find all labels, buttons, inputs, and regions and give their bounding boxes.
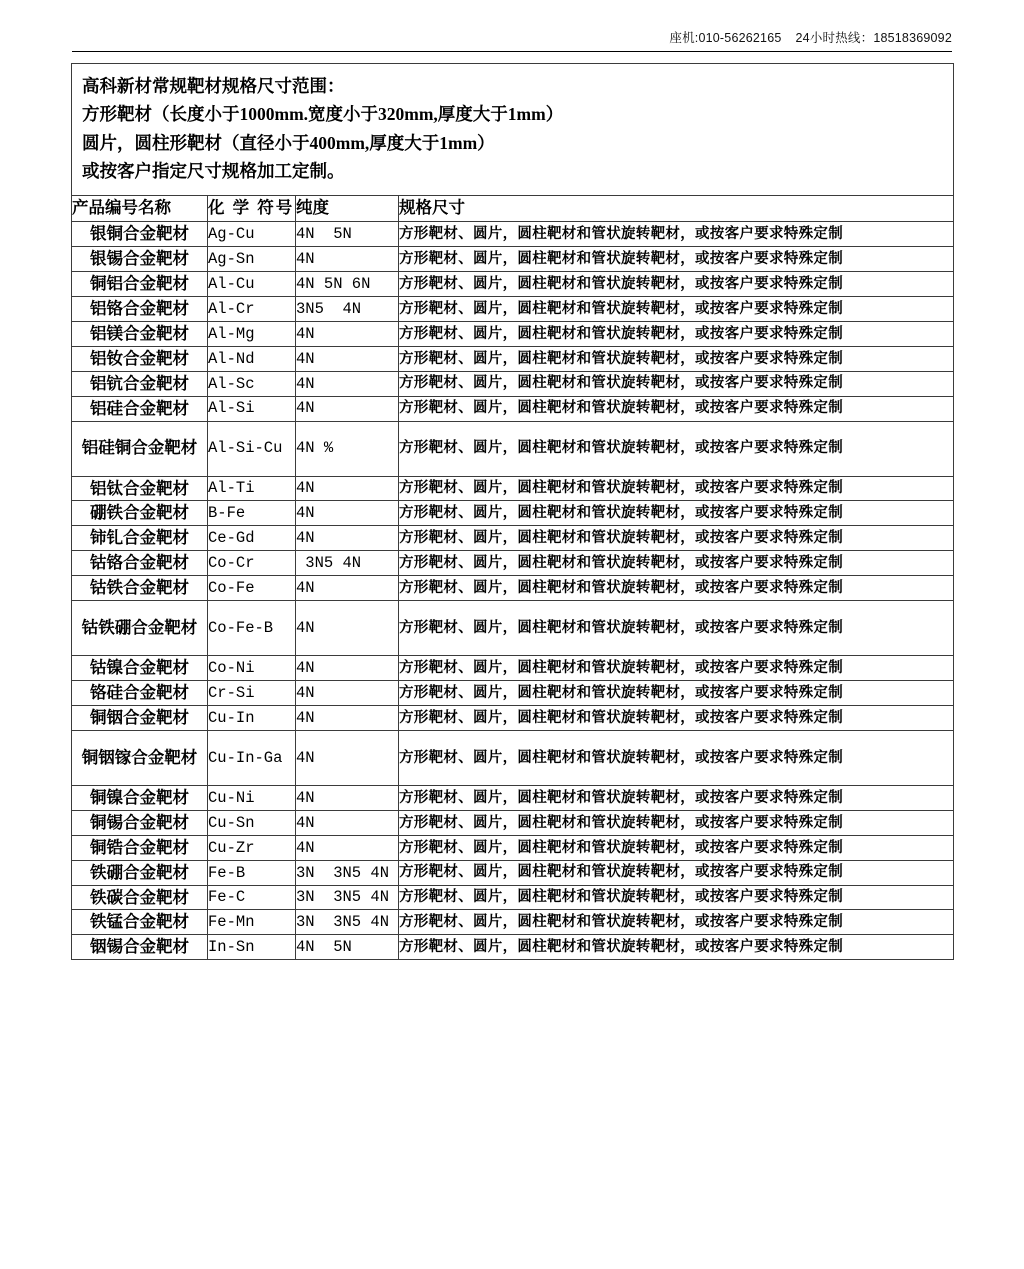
cell-purity: 4N [296, 346, 399, 371]
table-row [72, 321, 954, 346]
column-header-symbol: 化 学 符号 [208, 196, 296, 222]
table-row [72, 476, 954, 501]
cell-purity: 4N [296, 576, 399, 601]
column-header-name: 产品编号名称 [72, 196, 208, 222]
cell-spec-size: 方形靶材、圆片，圆柱靶材和管状旋转靶材，或按客户要求特殊定制 [399, 501, 954, 526]
cell-chemical-symbol: Cu-Ni [208, 785, 296, 810]
cell-spec-size: 方形靶材、圆片，圆柱靶材和管状旋转靶材，或按客户要求特殊定制 [399, 656, 954, 681]
cell-purity: 3N 3N5 4N [296, 910, 399, 935]
cell-chemical-symbol: Al-Si-Cu [208, 421, 296, 476]
cell-purity: 4N 5N [296, 935, 399, 960]
cell-product-name: 铈钆合金靶材 [72, 526, 208, 551]
intro-row [72, 64, 954, 196]
cell-spec-size: 方形靶材、圆片，圆柱靶材和管状旋转靶材，或按客户要求特殊定制 [399, 551, 954, 576]
cell-purity: 4N [296, 601, 399, 656]
cell-spec-size: 方形靶材、圆片，圆柱靶材和管状旋转靶材，或按客户要求特殊定制 [399, 785, 954, 810]
cell-product-name: 钴铁合金靶材 [72, 576, 208, 601]
table-row [72, 551, 954, 576]
cell-product-name: 铝硅铜合金靶材 [72, 421, 208, 476]
cell-spec-size: 方形靶材、圆片，圆柱靶材和管状旋转靶材，或按客户要求特殊定制 [399, 730, 954, 785]
table-row [72, 371, 954, 396]
cell-purity: 4N [296, 835, 399, 860]
cell-purity: 4N [296, 247, 399, 272]
cell-spec-size: 方形靶材、圆片，圆柱靶材和管状旋转靶材，或按客户要求特殊定制 [399, 885, 954, 910]
header-divider [72, 51, 952, 52]
cell-product-name: 铜镍合金靶材 [72, 785, 208, 810]
table-row [72, 885, 954, 910]
cell-product-name: 钴铬合金靶材 [72, 551, 208, 576]
column-header-spec: 规格尺寸 [399, 196, 954, 222]
cell-spec-size: 方形靶材、圆片，圆柱靶材和管状旋转靶材，或按客户要求特殊定制 [399, 681, 954, 706]
cell-chemical-symbol: Al-Si [208, 396, 296, 421]
cell-chemical-symbol: Cu-In-Ga [208, 730, 296, 785]
cell-product-name: 银铜合金靶材 [72, 222, 208, 247]
intro-line-1: 高科新材常规靶材规格尺寸范围： [82, 76, 345, 96]
cell-spec-size: 方形靶材、圆片，圆柱靶材和管状旋转靶材，或按客户要求特殊定制 [399, 476, 954, 501]
cell-spec-size: 方形靶材、圆片，圆柱靶材和管状旋转靶材，或按客户要求特殊定制 [399, 576, 954, 601]
table-row [72, 247, 954, 272]
cell-spec-size: 方形靶材、圆片，圆柱靶材和管状旋转靶材，或按客户要求特殊定制 [399, 526, 954, 551]
cell-spec-size: 方形靶材、圆片，圆柱靶材和管状旋转靶材，或按客户要求特殊定制 [399, 321, 954, 346]
cell-product-name: 硼铁合金靶材 [72, 501, 208, 526]
cell-product-name: 铜锆合金靶材 [72, 835, 208, 860]
cell-product-name: 铟锡合金靶材 [72, 935, 208, 960]
cell-chemical-symbol: Cu-Sn [208, 810, 296, 835]
cell-product-name: 钴铁硼合金靶材 [72, 601, 208, 656]
cell-purity: 4N 5N 6N [296, 271, 399, 296]
table-row [72, 601, 954, 656]
cell-spec-size: 方形靶材、圆片，圆柱靶材和管状旋转靶材，或按客户要求特殊定制 [399, 396, 954, 421]
cell-chemical-symbol: Al-Mg [208, 321, 296, 346]
cell-product-name: 钴镍合金靶材 [72, 656, 208, 681]
cell-chemical-symbol: Co-Fe [208, 576, 296, 601]
cell-spec-size: 方形靶材、圆片，圆柱靶材和管状旋转靶材，或按客户要求特殊定制 [399, 346, 954, 371]
table-row [72, 730, 954, 785]
cell-spec-size: 方形靶材、圆片，圆柱靶材和管状旋转靶材，或按客户要求特殊定制 [399, 835, 954, 860]
cell-chemical-symbol: Cr-Si [208, 681, 296, 706]
table-body [72, 64, 954, 960]
cell-chemical-symbol: Ag-Cu [208, 222, 296, 247]
table-row [72, 296, 954, 321]
cell-product-name: 铜铟镓合金靶材 [72, 730, 208, 785]
intro-line-2: 方形靶材（长度小于1000mm.宽度小于320mm,厚度大于1mm） [82, 104, 564, 125]
table-row [72, 935, 954, 960]
cell-spec-size: 方形靶材、圆片，圆柱靶材和管状旋转靶材，或按客户要求特殊定制 [399, 910, 954, 935]
cell-chemical-symbol: Cu-Zr [208, 835, 296, 860]
cell-chemical-symbol: Al-Cu [208, 271, 296, 296]
column-header-purity: 纯度 [296, 196, 399, 222]
cell-product-name: 铜铟合金靶材 [72, 705, 208, 730]
cell-purity: 4N [296, 476, 399, 501]
cell-product-name: 铁碳合金靶材 [72, 885, 208, 910]
cell-spec-size: 方形靶材、圆片，圆柱靶材和管状旋转靶材，或按客户要求特殊定制 [399, 271, 954, 296]
intro-line-4: 或按客户指定尺寸规格加工定制。 [82, 161, 345, 182]
cell-purity: 3N5 4N [296, 296, 399, 321]
header-landline: 座机:010-56262165 [669, 31, 782, 45]
table-row [72, 910, 954, 935]
cell-spec-size: 方形靶材、圆片，圆柱靶材和管状旋转靶材，或按客户要求特殊定制 [399, 371, 954, 396]
cell-chemical-symbol: Co-Ni [208, 656, 296, 681]
cell-chemical-symbol: Co-Cr [208, 551, 296, 576]
cell-spec-size: 方形靶材、圆片，圆柱靶材和管状旋转靶材，或按客户要求特殊定制 [399, 247, 954, 272]
cell-product-name: 铁锰合金靶材 [72, 910, 208, 935]
cell-chemical-symbol: Ce-Gd [208, 526, 296, 551]
cell-chemical-symbol: Al-Cr [208, 296, 296, 321]
cell-chemical-symbol: Fe-C [208, 885, 296, 910]
table-row [72, 705, 954, 730]
cell-spec-size: 方形靶材、圆片，圆柱靶材和管状旋转靶材，或按客户要求特殊定制 [399, 705, 954, 730]
intro-cell [72, 64, 954, 196]
cell-purity: 3N 3N5 4N [296, 885, 399, 910]
cell-product-name: 铝镁合金靶材 [72, 321, 208, 346]
table-row [72, 271, 954, 296]
cell-product-name: 铝钪合金靶材 [72, 371, 208, 396]
table-row [72, 656, 954, 681]
cell-chemical-symbol: Cu-In [208, 705, 296, 730]
cell-chemical-symbol: Fe-B [208, 860, 296, 885]
table-row [72, 396, 954, 421]
table-header-row [72, 196, 954, 222]
table-row [72, 835, 954, 860]
cell-purity: 4N [296, 501, 399, 526]
cell-spec-size: 方形靶材、圆片，圆柱靶材和管状旋转靶材，或按客户要求特殊定制 [399, 935, 954, 960]
cell-chemical-symbol: Fe-Mn [208, 910, 296, 935]
cell-product-name: 银锡合金靶材 [72, 247, 208, 272]
cell-spec-size: 方形靶材、圆片，圆柱靶材和管状旋转靶材，或按客户要求特殊定制 [399, 601, 954, 656]
intro-line-3: 圆片，圆柱形靶材（直径小于400mm,厚度大于1mm） [82, 132, 495, 153]
table-row [72, 346, 954, 371]
target-material-table [71, 63, 954, 960]
cell-product-name: 铝铬合金靶材 [72, 296, 208, 321]
cell-chemical-symbol: Ag-Sn [208, 247, 296, 272]
cell-purity: 4N [296, 656, 399, 681]
cell-chemical-symbol: Al-Sc [208, 371, 296, 396]
table-row [72, 785, 954, 810]
cell-product-name: 铬硅合金靶材 [72, 681, 208, 706]
table-row [72, 421, 954, 476]
cell-purity: 4N [296, 705, 399, 730]
cell-product-name: 铝钕合金靶材 [72, 346, 208, 371]
table-row [72, 576, 954, 601]
table-row [72, 222, 954, 247]
table-row [72, 810, 954, 835]
table-row [72, 681, 954, 706]
table-row [72, 526, 954, 551]
table-row [72, 860, 954, 885]
cell-purity: 4N [296, 321, 399, 346]
cell-purity: 4N [296, 371, 399, 396]
header-hotline: 24小时热线：18518369092 [795, 31, 952, 45]
cell-purity: 4N [296, 526, 399, 551]
cell-purity: 4N 5N [296, 222, 399, 247]
cell-purity: 4N [296, 730, 399, 785]
table-row [72, 501, 954, 526]
cell-spec-size: 方形靶材、圆片，圆柱靶材和管状旋转靶材，或按客户要求特殊定制 [399, 860, 954, 885]
cell-product-name: 铝钛合金靶材 [72, 476, 208, 501]
cell-spec-size: 方形靶材、圆片，圆柱靶材和管状旋转靶材，或按客户要求特殊定制 [399, 421, 954, 476]
cell-spec-size: 方形靶材、圆片，圆柱靶材和管状旋转靶材，或按客户要求特殊定制 [399, 810, 954, 835]
cell-chemical-symbol: Al-Nd [208, 346, 296, 371]
cell-chemical-symbol: In-Sn [208, 935, 296, 960]
cell-spec-size: 方形靶材、圆片，圆柱靶材和管状旋转靶材，或按客户要求特殊定制 [399, 296, 954, 321]
cell-purity: 4N [296, 785, 399, 810]
cell-spec-size: 方形靶材、圆片，圆柱靶材和管状旋转靶材，或按客户要求特殊定制 [399, 222, 954, 247]
cell-purity: 4N [296, 810, 399, 835]
cell-purity: 4N [296, 396, 399, 421]
cell-purity: 3N 3N5 4N [296, 860, 399, 885]
spec-document [71, 63, 953, 960]
cell-chemical-symbol: Al-Ti [208, 476, 296, 501]
cell-purity: 3N5 4N [296, 551, 399, 576]
cell-product-name: 铝硅合金靶材 [72, 396, 208, 421]
cell-purity: 4N % [296, 421, 399, 476]
cell-purity: 4N [296, 681, 399, 706]
intro-text-block [72, 64, 953, 195]
cell-chemical-symbol: B-Fe [208, 501, 296, 526]
cell-chemical-symbol: Co-Fe-B [208, 601, 296, 656]
cell-product-name: 铁硼合金靶材 [72, 860, 208, 885]
cell-product-name: 铜铝合金靶材 [72, 271, 208, 296]
cell-product-name: 铜锡合金靶材 [72, 810, 208, 835]
